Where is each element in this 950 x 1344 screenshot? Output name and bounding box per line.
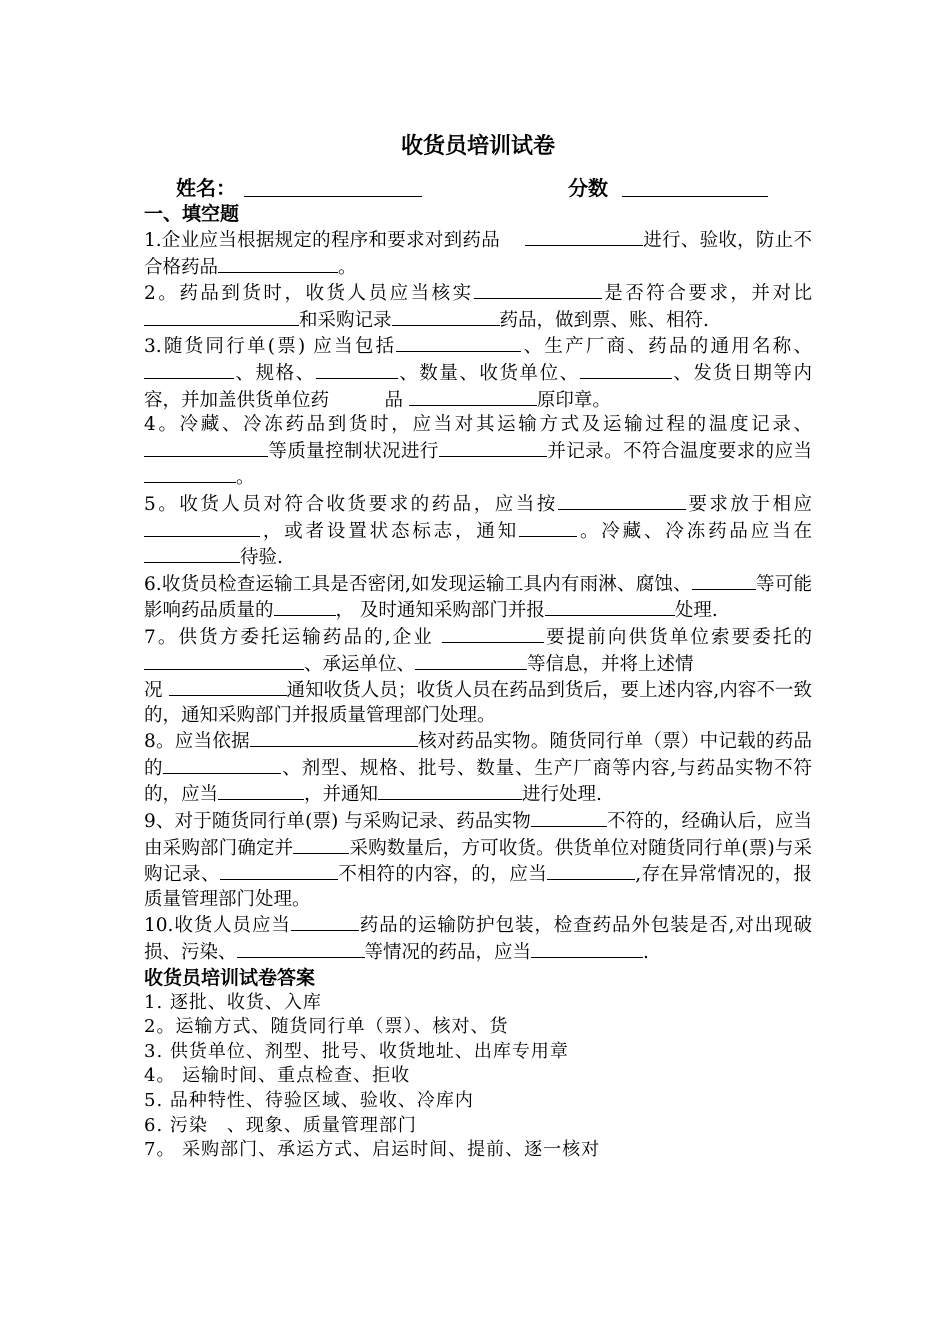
blank[interactable] [525, 227, 643, 246]
section-heading-fill-blank: 一、填空题 [144, 203, 240, 225]
blank[interactable] [169, 677, 287, 696]
blank[interactable] [439, 438, 547, 457]
blank[interactable] [274, 597, 336, 616]
blank[interactable] [218, 781, 304, 800]
score-label: 分数 [568, 176, 608, 200]
blank[interactable] [442, 624, 544, 643]
answer-3: 3. 供货单位、剂型、批号、收货地址、出库专用章 [144, 1040, 569, 1062]
blank[interactable] [378, 781, 522, 800]
blank[interactable] [409, 387, 537, 406]
blank[interactable] [144, 518, 260, 537]
name-score-row [144, 170, 812, 202]
question-7: 7。供货方委托运输药品的,企业 要提前向供货单位索要委托的、承运单位、 等信息，并将上述情 况 通知收货人员；收货人员在药品到货后，要上述内容,内容不一致的，通知采购部门并报质量管理部门处理。 [144, 624, 812, 728]
blank[interactable] [237, 939, 365, 958]
question-8: 8。应当依据 核对药品实物。随货同行单（票）中记载的药品的 、剂型、规格、批号、数量、生产厂商等内容,与药品实物不符的，应当 ，并通知 进行处理. [144, 728, 812, 808]
blank[interactable] [144, 464, 236, 483]
blank[interactable] [474, 280, 602, 299]
answer-6: 6. 污染 、现象、质量管理部门 [144, 1114, 417, 1136]
name-label: 姓名： [176, 176, 236, 200]
question-5: 5。收货人员对符合收货要求的药品，应当按 要求放于相应，或者设置状态标志，通知 。冷藏、冷冻药品应当在待验. [144, 491, 812, 571]
score-blank[interactable] [622, 196, 768, 197]
blank[interactable] [291, 912, 359, 931]
blank[interactable] [144, 651, 304, 670]
answers-heading: 收货员培训试卷答案 [144, 966, 316, 989]
answer-1: 1. 逐批、收货、入库 [144, 991, 322, 1013]
blank[interactable] [316, 360, 398, 379]
blank[interactable] [144, 360, 234, 379]
blank[interactable] [218, 254, 338, 273]
blank[interactable] [144, 438, 268, 457]
blank[interactable] [396, 333, 521, 352]
exam-page [144, 132, 812, 1163]
name-blank[interactable] [244, 196, 422, 197]
blank[interactable] [293, 835, 349, 854]
page-title: 收货员培训试卷 [400, 134, 555, 159]
question-10: 10.收货人员应当 药品的运输防护包装，检查药品外包装是否,对出现破损、污染、 等情况的药品，应当 . [144, 912, 812, 965]
blank[interactable] [144, 544, 240, 563]
question-4: 4。冷藏、冷冻药品到货时，应当对其运输方式及运输过程的温度记录、等质量控制状况进行 并记录。不符合温度要求的应当。 [144, 414, 812, 489]
answer-2: 2。运输方式、随货同行单（票）、核对、货 [144, 1016, 509, 1038]
blank[interactable] [163, 755, 281, 774]
question-2: 2。药品到货时，收货人员应当核实 是否符合要求，并对比和采购记录 药品，做到票、账、相符. [144, 280, 812, 333]
blank[interactable] [519, 518, 577, 537]
answer-7: 7。 采购部门、承运方式、启运时间、提前、逐一核对 [144, 1139, 601, 1161]
blank[interactable] [250, 728, 418, 747]
blank[interactable] [531, 808, 607, 827]
blank[interactable] [580, 360, 672, 379]
question-9: 9、对于随货同行单(票) 与采购记录、药品实物 不符的，经确认后，应当由采购部门确定并 采购数量后，方可收货。供货单位对随货同行单(票)与采购记录、 不相符的内容，的，应当 ,存在异常情况的，报质量管理部门处理。 [144, 808, 812, 912]
blank[interactable] [547, 861, 635, 880]
question-3: 3.随货同行单(票) 应当包括 、生产厂商、药品的通用名称、、规格、 、数量、收货单位、 、发货日期等内容，并加盖供货单位药 品 原印章。 [144, 333, 812, 413]
answer-5: 5. 品种特性、待验区域、验收、冷库内 [144, 1090, 474, 1111]
question-6: 6.收货员检查运输工具是否密闭,如发现运输工具内有雨淋、腐蚀、 等可能影响药品质量的 ， 及时通知采购部门并报 处理. [144, 571, 812, 624]
blank[interactable] [558, 491, 686, 510]
question-1: 1.企业应当根据规定的程序和要求对到药品 进行、验收，防止不合格药品 。 [144, 227, 812, 280]
blank[interactable] [220, 861, 338, 880]
blank[interactable] [415, 651, 527, 670]
blank[interactable] [545, 597, 675, 616]
answer-4: 4。 运输时间、重点检查、拒收 [144, 1065, 411, 1087]
blank[interactable] [531, 939, 643, 958]
blank[interactable] [392, 307, 500, 326]
blank[interactable] [144, 307, 299, 326]
blank[interactable] [692, 571, 756, 590]
